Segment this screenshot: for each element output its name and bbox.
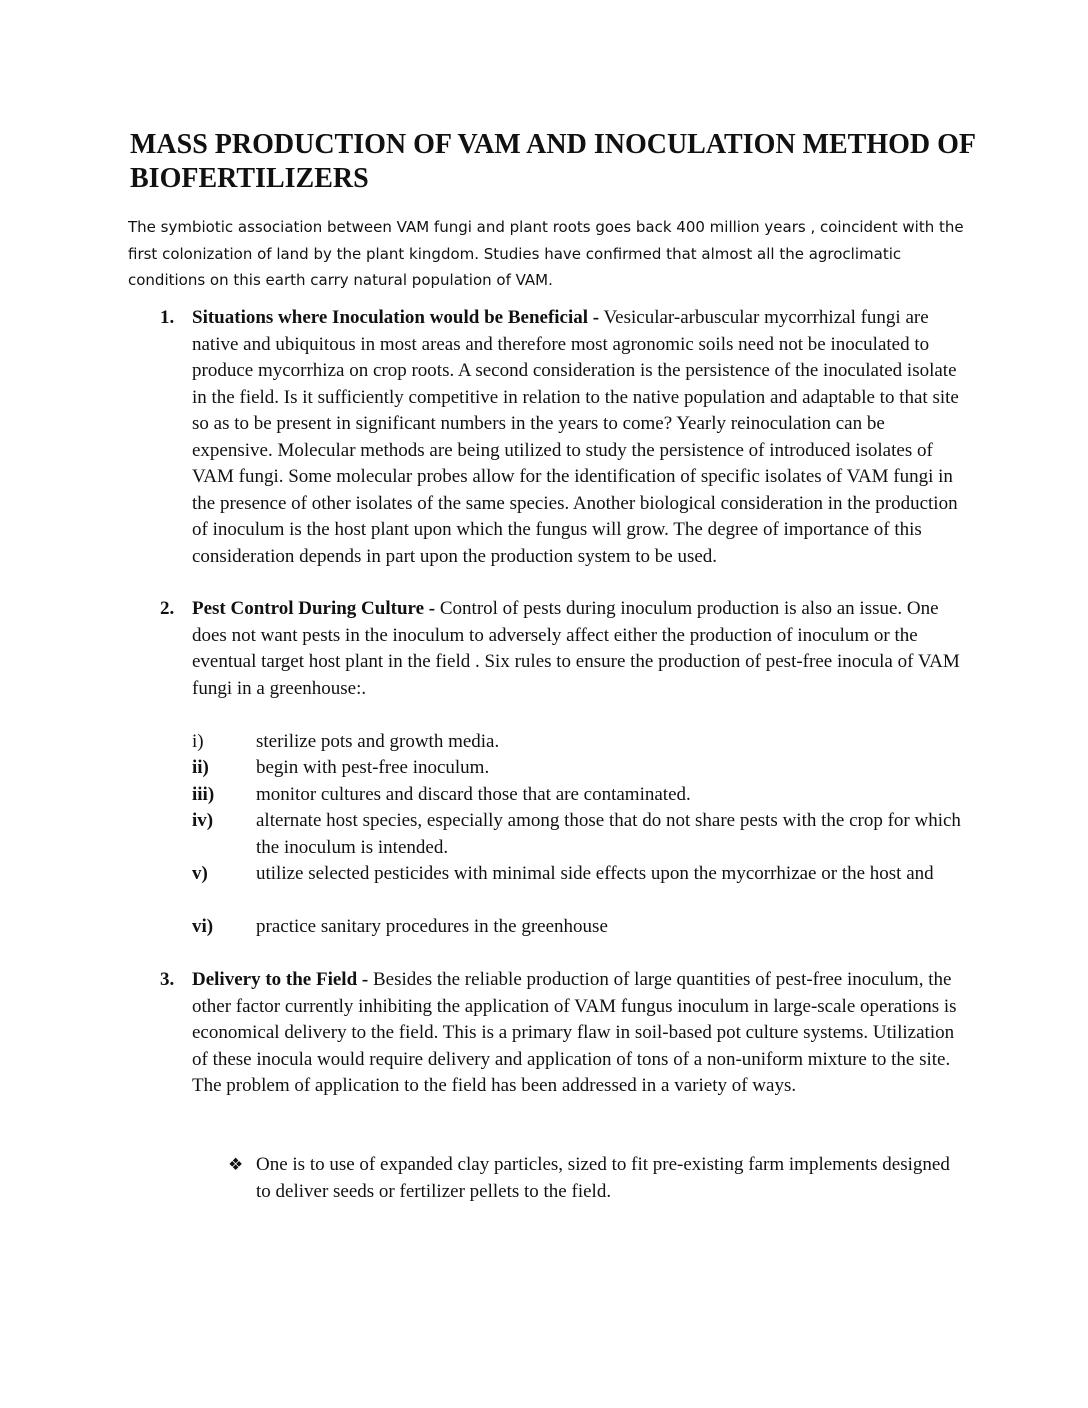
rule-item-4 xyxy=(192,808,972,861)
item-text: Besides the reliable production of large quantities of pest-free inoculum, the other factor currently inhibiting the application of VAM fungus inoculum in large-scale operations is economical delivery to the field. This is a primary flaw in soil-based pot culture systems. Utilization of these inocula would require delivery and application of tons of a non-uniform mixture to the site. The problem of application to the field has been addressed in a variety of ways. xyxy=(192,969,957,1096)
item-heading: Pest Control During Culture - xyxy=(192,598,436,619)
item-number: 3. xyxy=(160,969,175,990)
rule-text: begin with pest-free inoculum. xyxy=(256,757,490,778)
rule-numeral: iv) xyxy=(192,810,214,831)
rule-text: practice sanitary procedures in the greenhouse xyxy=(256,916,608,937)
rule-item-6 xyxy=(192,914,972,941)
rule-text: alternate host species, especially among those that do not share pests with the crop for which the inoculum is intended. xyxy=(256,810,961,858)
rule-numeral: ii) xyxy=(192,757,209,778)
rule-text: utilize selected pesticides with minimal side effects upon the mycorrhizae or the host and xyxy=(256,863,934,884)
item-number: 1. xyxy=(160,307,175,328)
diamond-bullet-icon: ❖ xyxy=(228,1155,244,1175)
rule-item-2 xyxy=(192,755,972,782)
rule-item-5 xyxy=(192,861,972,888)
rule-item-1 xyxy=(192,729,972,756)
intro-paragraph: The symbiotic association between VAM fungi and plant roots goes back 400 million years , coincident with the first colonization of land by the plant kingdom. Studies have confirmed that almost all the agroclimatic conditions on this earth carry natural population of VAM. xyxy=(128,218,964,289)
list-item-1 xyxy=(160,305,970,570)
rule-numeral: iii) xyxy=(192,784,215,805)
rule-text: monitor cultures and discard those that are contaminated. xyxy=(256,784,691,805)
rule-numeral: i) xyxy=(192,731,204,752)
document-title: MASS PRODUCTION OF VAM AND INOCULATION METHOD OF BIOFERTILIZERS xyxy=(130,129,975,194)
item-body xyxy=(192,596,970,702)
rule-text: sterilize pots and growth media. xyxy=(256,731,500,752)
rule-numeral: v) xyxy=(192,863,208,884)
list-item-2 xyxy=(160,596,970,702)
item-number: 2. xyxy=(160,598,175,619)
item-heading: Delivery to the Field - xyxy=(192,969,369,990)
item-text: Control of pests during inoculum production is also an issue. One does not want pests in the inoculum to adversely affect either the production of inoculum or the eventual target host plant in the field . Six rules to ensure the production of pest-free inocula of VAM fungi in a greenhouse:. xyxy=(192,598,960,699)
item-text: Vesicular-arbuscular mycorrhizal fungi are native and ubiquitous in most areas and therefore most agronomic soils need not be inoculated to produce mycorrhiza on crop roots. A second consideration is the persistence of the inoculated isolate in the field. Is it sufficiently competitive in relation to the native population and adaptable to that site so as to be present in significant numbers in the years to come? Yearly reinoculation can be expensive. Molecular methods are being utilized to study the persistence of introduced isolates of VAM fungi. Some molecular probes allow for the identification of specific isolates of VAM fungi in the presence of other isolates of the same species. Another biological consideration in the production of inoculum is the host plant upon which the fungus will grow. The degree of importance of this consideration depends in part upon the production system to be used. xyxy=(192,307,959,567)
item-body xyxy=(192,305,970,570)
list-item-3 xyxy=(160,967,970,1100)
rule-item-3 xyxy=(192,782,972,809)
rule-numeral: vi) xyxy=(192,916,214,937)
item-body xyxy=(192,967,970,1100)
item-heading: Situations where Inoculation would be Beneficial - xyxy=(192,307,600,328)
bullet-text: One is to use of expanded clay particles, sized to fit pre-existing farm implements designed to deliver seeds or fertilizer pellets to the field. xyxy=(256,1154,950,1202)
bullet-item xyxy=(228,1152,968,1205)
